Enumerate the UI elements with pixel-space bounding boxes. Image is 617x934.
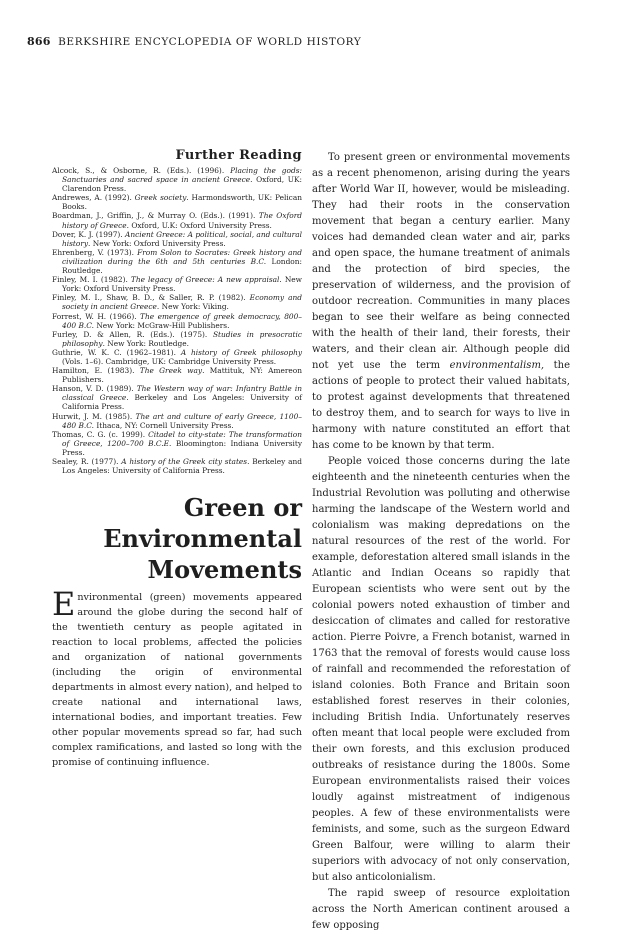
running-header [27, 35, 361, 48]
reference-text: . Berkeley and Los Angeles: University of California Press. [62, 393, 302, 412]
reference-text: . New York: Oxford University Press. [88, 238, 226, 248]
reference-entry [52, 211, 302, 229]
emphasized-term: environmentalism, [449, 360, 545, 371]
reference-text: Forrest, W. H. (1966). [52, 311, 141, 321]
drop-cap: E [52, 585, 76, 623]
reference-entry [52, 384, 302, 411]
reference-list [52, 166, 302, 475]
reference-text: New York: McGraw-Hill Publishers. [93, 320, 230, 330]
reference-text: Sealey, R. (1977). [52, 457, 122, 466]
reference-text: . New York: Viking. [156, 302, 229, 312]
reference-entry [52, 166, 302, 193]
reference-text: Ehrenberg, V. (1973). [52, 247, 138, 257]
page-number: 866 [27, 35, 51, 48]
body-paragraph [312, 150, 570, 454]
reference-text: Andrewes, A. (1992). [52, 193, 135, 203]
reference-text: London: Routledge. [62, 256, 303, 276]
reference-text: . Oxford, UK: Clarendon Press. [62, 175, 302, 194]
reference-entry [52, 430, 302, 457]
reference-title: The legacy of Greece: A new appraisal [130, 275, 280, 285]
reference-text: Ithaca, NY: Cornell University Press. [93, 420, 234, 430]
reference-text: . New York: Oxford University Press. [62, 275, 302, 294]
further-reading-section [52, 148, 302, 475]
further-reading-heading: Further Reading [175, 148, 302, 163]
reference-text: Bloomington: Indiana University Press. [62, 438, 303, 457]
reference-entry [52, 230, 302, 248]
reference-title: The Western way of war: Infantry Battle in classical Greece [62, 384, 302, 403]
reference-title: A history of the Greek city states [121, 457, 248, 466]
reference-title: Placing the gods: Sanctuaries and sacred space in ancient Greece [62, 166, 302, 185]
reference-title: From Solon to Socrates: Greek history and civilization during the 6th and 5th centuries B.C. [62, 247, 302, 266]
body-paragraph: People voiced those concerns during the late eighteenth and the nineteenth centuries when the Industrial Revolution was polluting and otherwise harming the landscape of the Western world and colonialism was making depredations on the natural resources of the rest of the world. For example, deforestation altered small islands in the Atlantic and Indian Oceans so rapidly that European scientists who were sent out by the colonial powers noted exhaustion of timber and desiccation of climates and called for restorative action. Pierre Poivre, a French botanist, warned in 1763 that the removal of forests would cause loss of rainfall and recommended the reforestation of island colonies. Both France and Britain soon established forest reserves in their colonies, including British India. Unfortunately reserves often meant that local people were excluded from their own forests, and this exclusion produced outbreaks of resistance during the 1800s. Some European environmentalists raised their voices loudly against mistreatment of indigenous peoples. A few of these environmentalists were feminists, and some, such as the surgeon Edward Green Balfour, were willing to alarm their superiors with advocacy of not only conservation, but also anticolonialism. [312, 456, 570, 883]
reference-title: Greek society [134, 193, 187, 203]
reference-text: Finley, M. I., Shaw, B. D., & Saller, R. P. (1982). [52, 293, 250, 303]
reference-title: Citadel to city-state: The transformation of Greece, 1200–700 B.C.E. [62, 429, 303, 448]
reference-text: Guthrie, W. K. C. (1962–1981). [52, 347, 181, 357]
reference-entry [52, 312, 302, 330]
publication-title: BERKSHIRE ENCYCLOPEDIA OF WORLD HISTORY [58, 36, 362, 48]
reference-title: The art and culture of early Greece, 1100–480 B.C. [62, 411, 302, 430]
reference-text: Dover, K. J. (1997). [52, 229, 125, 239]
reference-text: Alcock, S., & Osborne, R. (Eds.). (1996). [52, 166, 231, 175]
reference-text: Hanson, V. D. (1989). [52, 384, 137, 394]
reference-entry [52, 366, 302, 384]
reference-text: . New York: Routledge. [102, 338, 189, 348]
reference-entry [52, 275, 302, 293]
reference-entry [52, 293, 302, 311]
reference-text: . Harmondsworth, UK: Pelican Books. [62, 193, 302, 212]
article-title-line: Environmental [103, 524, 302, 553]
intro-paragraph [52, 585, 302, 770]
reference-text: (Vols. 1–6). Cambridge, UK: Cambridge University Press. [62, 356, 277, 366]
article-body-column [312, 150, 570, 934]
article-title-line: Movements [147, 555, 302, 584]
reference-text: Thomas, C. G. (c. 1999). [52, 429, 149, 439]
reference-text: Hurwit, J. M. (1985). [52, 411, 136, 421]
reference-text: . Mattituk, NY: Amereon Publishers. [62, 366, 302, 385]
reference-title: The emergence of greek democracy, 800–400 B.C. [62, 311, 302, 330]
reference-text: . Berkeley and Los Angeles: University of California Press. [62, 457, 302, 476]
reference-text: Hamilton, E. (1983). [52, 366, 140, 376]
paragraph-text: the actions of people to protect their valued habitats, to protest against developments that threatened to destroy them, and to search for ways to live in harmony with nature constituted an effort that has come to be known by that term. [312, 360, 570, 451]
article-title [103, 492, 302, 585]
reference-text: . Oxford, U.K: Oxford University Press. [126, 220, 272, 230]
reference-entry [52, 457, 302, 475]
reference-entry [52, 412, 302, 430]
reference-entry [52, 248, 302, 275]
reference-title: Studies in presocratic philosophy [62, 329, 302, 348]
reference-text: Furley, D. & Allen, R. (Eds.). (1975). [52, 329, 213, 339]
paragraph-text: To present green or environmental movements as a recent phenomenon, arising during the years after World War II, however, would be misleading. They had their roots in the conservation movement that began a century earlier. Many voices had demanded clean water and air, parks and open space, the humane treatment of animals and the protection of bird species, the preservation of wilderness, and the provision of outdoor recreation. Communities in many places began to see their welfare as being connected with the health of their land, their forests, their waters, and their clean air. Although people did not yet use the term [312, 152, 570, 371]
reference-entry [52, 330, 302, 348]
reference-entry [52, 193, 302, 211]
reference-text: Finley, M. I. (1982). [52, 275, 131, 285]
reference-title: The Oxford history of Greece [62, 211, 302, 230]
reference-title: A history of Greek philosophy [180, 347, 303, 357]
body-paragraph: The rapid sweep of resource exploitation across the North American continent aroused a few opposing [312, 888, 570, 931]
reference-title: The Greek way [139, 366, 203, 376]
article-title-line: Green or [183, 493, 302, 522]
reference-title: Economy and society in ancient Greece [62, 293, 302, 312]
intro-text: nvironmental (green) movements appeared around the globe during the second half of the twentieth century as people agitated in reaction to local problems, affected the policies and organization of national governments (including the origin of environmental departments in almost every nation), and helped to create national and international laws, international bodies, and important treaties. Few other popular movements spread so far, had such complex ramifications, and lasted so long with the promise of continuing influence. [52, 592, 302, 768]
reference-title: Ancient Greece: A political, social, and cultural history [62, 229, 302, 248]
reference-entry [52, 348, 302, 366]
reference-text: Boardman, J., Griffin, J., & Murray O. (Eds.). (1991). [52, 211, 259, 221]
